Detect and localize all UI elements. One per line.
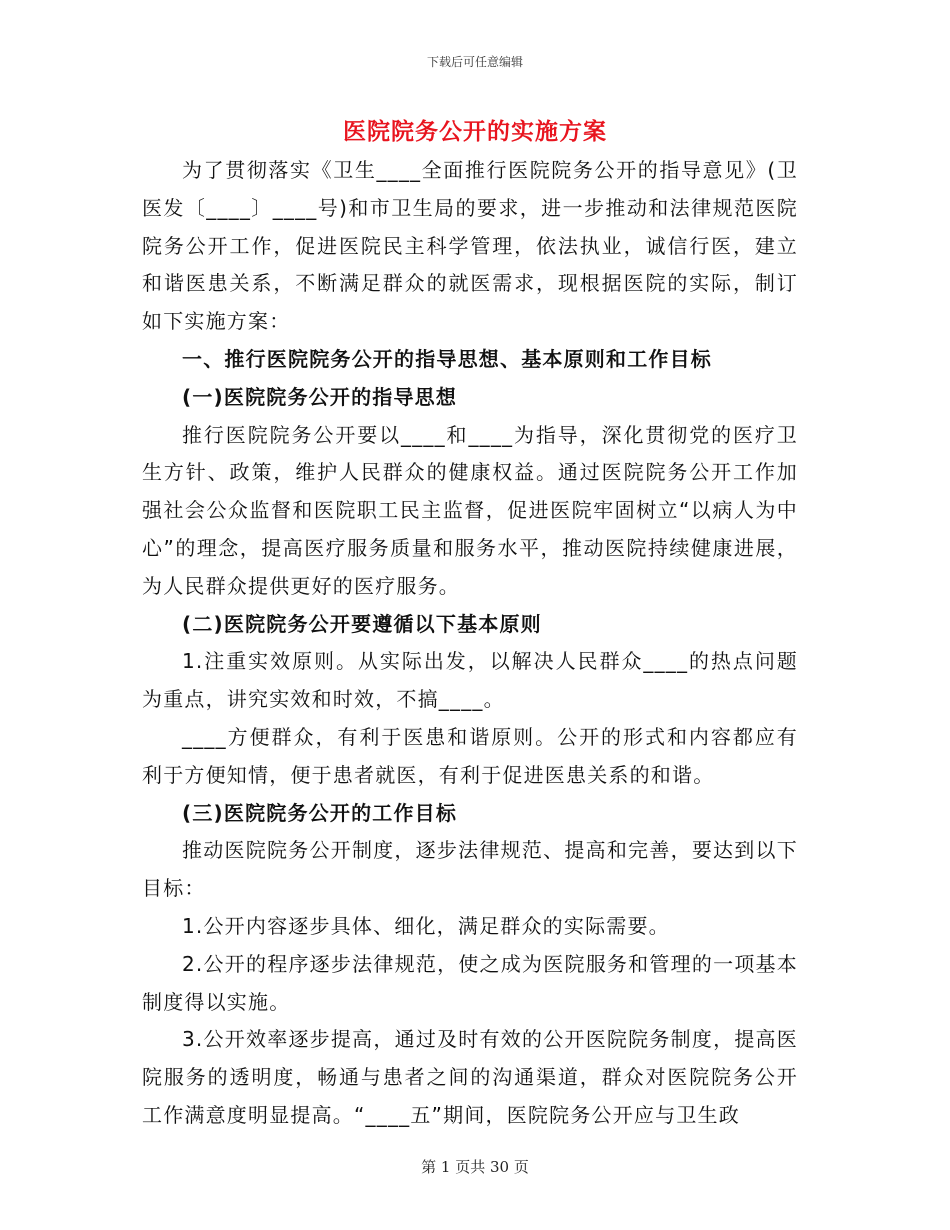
section-heading-1: 一、推行医院院务公开的指导思想、基本原则和工作目标 [182,346,712,371]
goal-item-3: 3.公开效率逐步提高，通过及时有效的公开医院院务制度，提高医院服务的透明度，畅通与患者之间的沟通渠道，群众对医院院务公开工作满意度明显提高。“____五”期间，医院院务公开应与卫生政 [142,1027,798,1127]
principle-item-1: 1.注重实效原则。从实际出发，以解决人民群众____的热点问题为重点，讲究实效和时效，不搞____。 [142,649,798,712]
goal-item-2: 2.公开的程序逐步法律规范，使之成为医院服务和管理的一项基本制度得以实施。 [142,951,798,1014]
body-paragraph: 推行医院院务公开要以____和____为指导，深化贯彻党的医疗卫生方针、政策，维护人民群众的健康权益。通过医院院务公开工作加强社会公众监督和医院职工民主监督，促进医院牢固树立“以病人为中心”的理念，提高医疗服务质量和服务水平，推动医院持续健康进展，为人民群众提供更好的医疗服务。 [142,422,798,598]
goals-intro: 推动医院院务公开制度，逐步法律规范、提高和完善，要达到以下目标： [142,838,798,901]
intro-paragraph: 为了贯彻落实《卫生____全面推行医院院务公开的指导意见》(卫医发〔____〕____号)和市卫生局的要求，进一步推动和法律规范医院院务公开工作，促进医院民主科学管理，依法执业，诚信行医，建立和谐医患关系，不断满足群众的就医需求，现根据医院的实际，制订如下实施方案： [142,158,798,334]
header-note: 下载后可任意编辑 [426,55,523,69]
subsection-heading-2: (二)医院院务公开要遵循以下基本原则 [182,611,542,636]
subsection-heading-1: (一)医院院务公开的指导思想 [182,384,458,409]
document-title: 医院院务公开的实施方案 [343,119,607,145]
goal-item-1: 1.公开内容逐步具体、细化，满足群众的实际需要。 [182,913,670,938]
principle-item-2: ____方便群众，有利于医患和谐原则。公开的形式和内容都应有利于方便知情，便于患者就医，有利于促进医患关系的和谐。 [142,724,798,787]
document-body [142,152,798,1135]
page-footer: 第 1 页共 30 页 [421,1158,529,1176]
subsection-heading-3: (三)医院院务公开的工作目标 [182,800,458,825]
